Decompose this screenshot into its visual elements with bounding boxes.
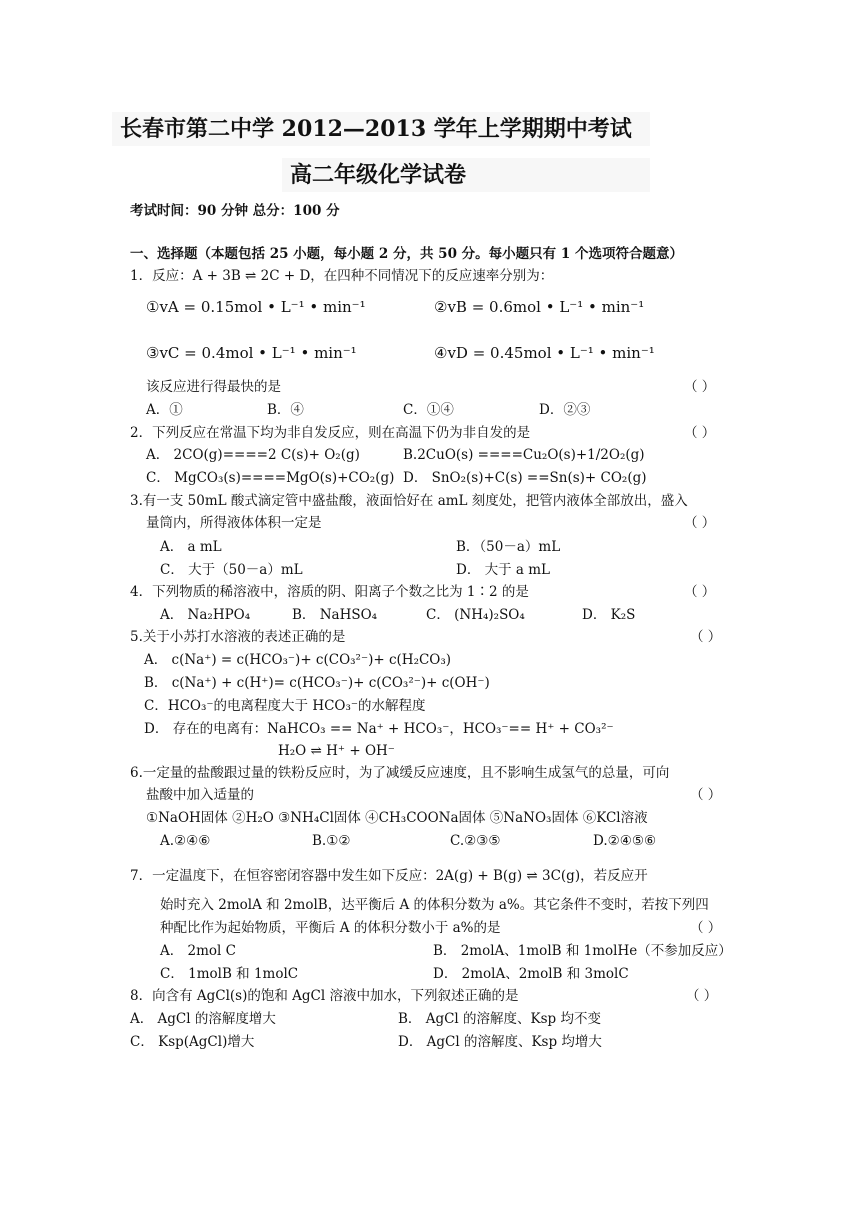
q5-answer-paren: （ ） [690,629,722,645]
q5-option-d: D． 存在的电离有：NaHCO₃ == Na⁺ + HCO₃⁻，HCO₃⁻== H⁺ + CO₃²⁻ [144,721,614,737]
exam-subtitle: 高二年级化学试卷 [282,158,650,192]
q4-option-d: D． K₂S [582,607,636,623]
q8-option-d: D． AgCl 的溶解度、Ksp 均增大 [398,1034,602,1050]
q7-option-b: B． 2molA、1molB 和 1molHe（不参加反应） [433,943,732,959]
q1-option-a: A．① [146,402,183,418]
q1-stem: 1．反应：A + 3B ⇌ 2C + D，在四种不同情况下的反应速率分别为： [130,268,554,284]
q4-stem: 4．下列物质的稀溶液中，溶质的阴、阳离子个数之比为 1∶2 的是 [130,584,529,600]
q1-rate-1: ①vA = 0.15mol • L⁻¹ • min⁻¹ [146,298,366,316]
q7-stem-line3: 种配比作为起始物质，平衡后 A 的体积分数小于 a%的是 [160,920,501,936]
q5-option-a: A． c(Na⁺) = c(HCO₃⁻)+ c(CO₃²⁻)+ c(H₂CO₃) [144,652,452,668]
q7-option-d: D． 2molA、2molB 和 3molC [433,966,629,982]
q3-stem-line2: 量筒内，所得液体体积一定是 [146,515,322,531]
q3-option-a: A． a mL [160,539,222,555]
q4-option-a: A． Na₂HPO₄ [160,607,251,623]
q1-ask: 该反应进行得最快的是 [146,379,281,395]
q1-option-c: C．①④ [403,402,454,418]
q7-stem-line2: 始时充入 2molA 和 2molB，达平衡后 A 的体积分数为 a%。其它条件不变时，若按下列四 [160,897,709,913]
q4-option-b: B． NaHSO₄ [292,607,378,623]
q1-rate-4: ④vD = 0.45mol • L⁻¹ • min⁻¹ [434,344,655,362]
q3-answer-paren: （ ） [684,515,716,531]
q7-stem-line1: 7．一定温度下，在恒容密闭容器中发生如下反应：2A(g) + B(g) ⇌ 3C(g)，若反应开 [130,868,648,884]
q1-rate-3: ③vC = 0.4mol • L⁻¹ • min⁻¹ [146,344,357,362]
q6-stem-line1: 6.一定量的盐酸跟过量的铁粉反应时，为了减缓反应速度，且不影响生成氢气的总量，可向 [130,765,670,781]
exam-info: 考试时间：90 分钟 总分：100 分 [130,203,340,219]
q8-answer-paren: （ ） [686,988,718,1004]
q3-option-b: B．（50－a）mL [456,539,561,555]
q2-option-a: A． 2CO(g)====2 C(s)+ O₂(g) [146,447,360,463]
q5-stem: 5.关于小苏打水溶液的表述正确的是 [130,629,346,645]
section-heading: 一、选择题（本题包括 25 小题，每小题 2 分，共 50 分。每小题只有 1 个选项符合题意） [130,246,683,262]
q2-answer-paren: （ ） [684,425,716,441]
q2-stem: 2．下列反应在常温下均为非自发反应，则在高温下仍为非自发的是 [130,425,531,441]
q6-stem-line2: 盐酸中加入适量的 [146,787,254,803]
q6-option-d: D.②④⑤⑥ [593,833,657,849]
q6-choices: ①NaOH固体 ②H₂O ③NH₄Cl固体 ④CH₃COONa固体 ⑤NaNO₃固体 ⑥KCl溶液 [146,810,648,826]
q5-option-c: C．HCO₃⁻的电离程度大于 HCO₃⁻的水解程度 [144,698,426,714]
q7-answer-paren: （ ） [690,920,722,936]
q8-option-c: C． Ksp(AgCl)增大 [130,1034,255,1050]
q1-option-b: B．④ [267,402,304,418]
q8-stem: 8．向含有 AgCl(s)的饱和 AgCl 溶液中加水，下列叙述正确的是 [130,988,519,1004]
q1-rate-2: ②vB = 0.6mol • L⁻¹ • min⁻¹ [434,298,645,316]
q5-option-b: B． c(Na⁺) + c(H⁺)= c(HCO₃⁻)+ c(CO₃²⁻)+ c(OH⁻) [144,675,490,691]
q6-answer-paren: （ ） [690,787,722,803]
q4-option-c: C． (NH₄)₂SO₄ [426,607,525,623]
q6-option-b: B.①② [312,833,351,849]
q3-option-c: C． 大于（50－a）mL [160,562,303,578]
q3-option-d: D． 大于 a mL [456,562,551,578]
q2-option-b: B.2CuO(s) ====Cu₂O(s)+1/2O₂(g) [403,447,645,463]
q6-option-c: C.②③⑤ [450,833,501,849]
q2-option-d: D． SnO₂(s)+C(s) ==Sn(s)+ CO₂(g) [403,470,647,486]
q6-option-a: A.②④⑥ [160,833,211,849]
q1-answer-paren: （ ） [684,379,716,395]
q7-option-a: A． 2mol C [160,943,236,959]
q1-option-d: D．②③ [539,402,591,418]
q5-option-d-line2: H₂O ⇌ H⁺ + OH⁻ [278,743,395,759]
q8-option-b: B． AgCl 的溶解度、Ksp 均不变 [398,1011,601,1027]
q2-option-c: C． MgCO₃(s)====MgO(s)+CO₂(g) [146,470,395,486]
exam-title: 长春市第二中学 2012—2013 学年上学期期中考试 [112,112,650,146]
q4-answer-paren: （ ） [684,584,716,600]
q3-stem-line1: 3.有一支 50mL 酸式滴定管中盛盐酸，液面恰好在 amL 刻度处，把管内液体全部放出，盛入 [130,493,688,509]
q7-option-c: C． 1molB 和 1molC [160,966,299,982]
q8-option-a: A． AgCl 的溶解度增大 [130,1011,276,1027]
